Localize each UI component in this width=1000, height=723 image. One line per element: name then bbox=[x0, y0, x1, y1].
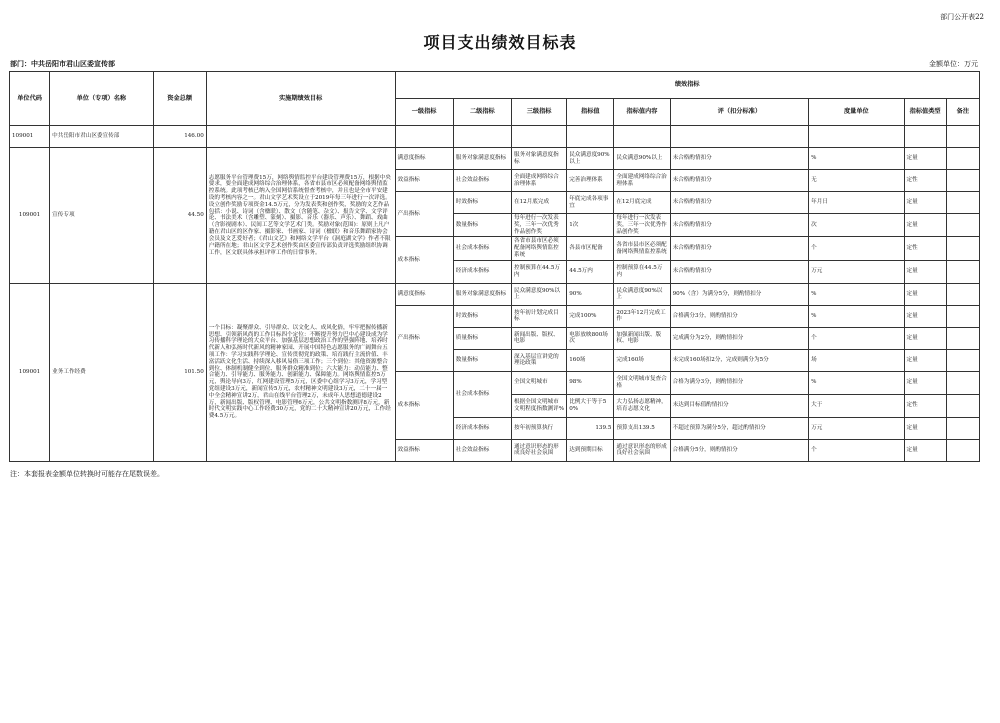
p2-value: 完成100% bbox=[567, 305, 614, 327]
p2-l2: 数量指标 bbox=[453, 349, 511, 371]
p2-remark bbox=[946, 327, 979, 349]
p2-value: 98% bbox=[567, 371, 614, 394]
p2-score: 90%（含）为满分5分，则酌情扣分 bbox=[670, 283, 809, 305]
amount-unit-label: 金额单位：万元 bbox=[929, 60, 978, 68]
header-value-content: 指标值内容 bbox=[614, 99, 670, 126]
p2-remark bbox=[946, 394, 979, 417]
p2-remark bbox=[946, 283, 979, 305]
p1-type: 定性 bbox=[904, 170, 946, 192]
p1-l1: 成本指标 bbox=[395, 237, 453, 283]
p1-goal: 志愿服务平台管理费15万，网络舆情监控平台建设管理费15万，根据中央要求，要全面建成网络综合治理体系，各省市县市区必须配备网络舆情监控系统。此项考核已纳入全国网信系统督查考核中，并且也是全市平安建设的考核内容之一。君山文学艺术奖设立于2019年每三年进行一次评选。设立创作奖励专项资金14.5万元，分为发表奖和创作奖，奖励的文艺作品包括：小说、诗词（含楹联）、散文（含随笔、杂文）、报告文学、文学评论、书法美术（含雕塑、篆刻）、摄影、音乐（器乐、声乐）、舞蹈、戏曲（含影视剧本）、民间工艺等文学艺术门类。奖励对象(范围)：原则上凡户籍在君山区的区作家、摄影家、书画家、诗词（楹联）和音乐舞蹈家协会会员及文艺爱好者；《君山文艺》和网络文学平台《洞庭湖文学》作者不限户籍所在地；君山区文学艺术创作奖由区委宣传部负责评选奖励组织协调工作，区文联具体承担评审工作的日常事务。 bbox=[206, 148, 395, 284]
p2-content: 预算支出139.5 bbox=[614, 417, 670, 439]
p2-l3: 深入基层宣讲党的理论政策 bbox=[511, 349, 566, 371]
p2-l3: 通过意识形态的形成良好社会氛围 bbox=[511, 439, 566, 461]
summary-code: 109001 bbox=[10, 126, 50, 148]
p1-value: 民众满意度90%以上 bbox=[567, 148, 614, 170]
p2-l2: 服务对象满意度指标 bbox=[453, 283, 511, 305]
header-scoring: 评（扣分标准） bbox=[670, 99, 809, 126]
p2-l3: 按年初计划完成目标 bbox=[511, 305, 566, 327]
p1-l3: 在12月底完成 bbox=[511, 192, 566, 214]
table-row bbox=[10, 283, 980, 305]
p2-l1: 产出指标 bbox=[395, 305, 453, 371]
p1-value: 44.5万内 bbox=[567, 260, 614, 283]
p2-content: 通过意识形态的形成良好社会氛围 bbox=[614, 439, 670, 461]
p2-unit: 大于 bbox=[809, 394, 904, 417]
p2-l2: 社会成本指标 bbox=[453, 371, 511, 417]
p1-type: 定性 bbox=[904, 237, 946, 260]
p2-content: 大力弘扬志愿精神，培育志愿文化 bbox=[614, 394, 670, 417]
p2-value: 139.5 bbox=[567, 417, 614, 439]
p2-l3: 按年初预算执行 bbox=[511, 417, 566, 439]
p2-value: 电影放映800场次 bbox=[567, 327, 614, 349]
p1-unit: % bbox=[809, 148, 904, 170]
header-value: 指标值 bbox=[567, 99, 614, 126]
p2-l2: 时效指标 bbox=[453, 305, 511, 327]
performance-target-table bbox=[9, 71, 980, 462]
p2-l3: 新闻出版、版权、电影 bbox=[511, 327, 566, 349]
p2-l3: 全国文明城市 bbox=[511, 371, 566, 394]
p1-type: 定量 bbox=[904, 260, 946, 283]
p1-content: 民众满意90%以上 bbox=[614, 148, 670, 170]
p1-l1: 满意度指标 bbox=[395, 148, 453, 170]
p2-value: 90% bbox=[567, 283, 614, 305]
p1-content: 在12月底完成 bbox=[614, 192, 670, 214]
p1-l2: 社会效益指标 bbox=[453, 170, 511, 192]
p1-content: 每年进行一次发表奖，三年一次优秀作品创作奖 bbox=[614, 214, 670, 237]
table-row bbox=[10, 148, 980, 170]
p1-l2: 经济成本指标 bbox=[453, 260, 511, 283]
p2-type: 定量 bbox=[904, 371, 946, 394]
p1-l2: 服务对象满意度指标 bbox=[453, 148, 511, 170]
p2-remark bbox=[946, 417, 979, 439]
p2-type: 定量 bbox=[904, 305, 946, 327]
p1-score: 未合格酌情扣分 bbox=[670, 237, 809, 260]
p2-score: 完成满分为2分，则酌情扣分 bbox=[670, 327, 809, 349]
p2-type: 定性 bbox=[904, 394, 946, 417]
p2-type: 定量 bbox=[904, 327, 946, 349]
p2-l2: 社会效益指标 bbox=[453, 439, 511, 461]
header-level2: 二级指标 bbox=[453, 99, 511, 126]
p1-code: 109001 bbox=[10, 148, 50, 284]
p1-type: 定量 bbox=[904, 148, 946, 170]
p1-remark bbox=[946, 192, 979, 214]
p1-value: 1次 bbox=[567, 214, 614, 237]
p2-score: 合格满分3分，则酌情扣分 bbox=[670, 305, 809, 327]
p2-score: 未达到目标值酌情扣分 bbox=[670, 394, 809, 417]
p1-value: 年底完成各项事宜 bbox=[567, 192, 614, 214]
p2-unit: 个 bbox=[809, 327, 904, 349]
p1-l1: 效益指标 bbox=[395, 170, 453, 192]
p1-content: 全面建成网络综合治理体系 bbox=[614, 170, 670, 192]
p2-l3: 民众满意度90%以上 bbox=[511, 283, 566, 305]
p1-remark bbox=[946, 170, 979, 192]
p1-type: 定量 bbox=[904, 214, 946, 237]
p2-score: 合格为满分3分，则酌情扣分 bbox=[670, 371, 809, 394]
p1-score: 未合格酌情扣分 bbox=[670, 260, 809, 283]
p2-unit: % bbox=[809, 371, 904, 394]
p2-l3: 根据全国文明城市文明程度指数测评% bbox=[511, 394, 566, 417]
header-value-type: 指标值类型 bbox=[904, 99, 946, 126]
p2-content: 2023年12月完成工作 bbox=[614, 305, 670, 327]
p1-remark bbox=[946, 237, 979, 260]
p1-score: 未合格酌情扣分 bbox=[670, 214, 809, 237]
p2-unit: % bbox=[809, 283, 904, 305]
p1-remark bbox=[946, 148, 979, 170]
p1-unit: 个 bbox=[809, 237, 904, 260]
p1-name: 宣传专项 bbox=[50, 148, 153, 284]
header-measure-unit: 度量单位 bbox=[809, 99, 904, 126]
footnote: 注：本套报表金额单位转换时可能存在尾数误差。 bbox=[10, 470, 164, 478]
p1-remark bbox=[946, 260, 979, 283]
document-number: 部门公开表22 bbox=[940, 13, 984, 21]
p2-l1: 满意度指标 bbox=[395, 283, 453, 305]
p1-amount: 44.50 bbox=[153, 148, 206, 284]
p2-l1: 效益指标 bbox=[395, 439, 453, 461]
p2-l2: 经济成本指标 bbox=[453, 417, 511, 439]
p1-content: 控制预算在44.5万内 bbox=[614, 260, 670, 283]
p1-remark bbox=[946, 214, 979, 237]
p1-l2: 时效指标 bbox=[453, 192, 511, 214]
p1-unit: 无 bbox=[809, 170, 904, 192]
p2-name: 业务工作经费 bbox=[50, 283, 153, 461]
p2-remark bbox=[946, 349, 979, 371]
header-level3: 三级指标 bbox=[511, 99, 566, 126]
p1-value: 完善治理体系 bbox=[567, 170, 614, 192]
summary-row bbox=[10, 126, 980, 148]
summary-name: 中共岳阳市君山区委宣传部 bbox=[50, 126, 153, 148]
p2-remark bbox=[946, 439, 979, 461]
p2-remark bbox=[946, 371, 979, 394]
header-unit-name: 单位（专项）名称 bbox=[50, 72, 153, 126]
p2-type: 定量 bbox=[904, 439, 946, 461]
p2-value: 160场 bbox=[567, 349, 614, 371]
p1-l1: 产出指标 bbox=[395, 192, 453, 237]
p2-l1: 成本指标 bbox=[395, 371, 453, 439]
p1-value: 各县市区配备 bbox=[567, 237, 614, 260]
p2-unit: % bbox=[809, 305, 904, 327]
p1-unit: 次 bbox=[809, 214, 904, 237]
p2-unit: 场 bbox=[809, 349, 904, 371]
p2-content: 民众满意度90%以上 bbox=[614, 283, 670, 305]
p2-remark bbox=[946, 305, 979, 327]
p2-score: 不超过预算为满分5分，超过酌情扣分 bbox=[670, 417, 809, 439]
p1-l2: 社会成本指标 bbox=[453, 237, 511, 260]
p2-goal: 一个目标：凝聚群众、引导群众、以文化人、成风化俗，牢牢把握传播新思想、引领新风尚的工作目标四个定位：不断提升努力巴中心建设成为学习传播科学理论的大众平台、加强基层思想政治工作的坚强阵地、培养时代新人和弘扬时代新风的精神家园、开展中国特色志愿服务的广阔舞台五项工作：学习实践科学理论、宣传贯彻党的政策、培育践行主流价值、丰富活跃文化生活、持续深入移风易俗三项工作；三个到位：其他资源整合到位、体制机制健全到位、服务群众精准到位；六大能力：动员能力、整合能力、引导能力、服务能力、创新能力、保障能力。网络舆情监控5万元，舆论导向3万，红网建设管理5万元，区委中心组学习3万元，学习型党组建设3万元，新闻宣传5万元，农村精神文明建设3万元，二十一届一中全会精神宣讲2万，君山在线平台管理2万，未成年人思想道德建设2万，新闻出版、版权管理、电影管理6万元，公共文明指数测评8万元，新时代文明实践中心工作经费30万元，党的二十大精神宣讲20万元，工作经费4.5万元。 bbox=[206, 283, 395, 461]
p2-type: 定量 bbox=[904, 417, 946, 439]
p1-score: 未合格酌情扣分 bbox=[670, 170, 809, 192]
p1-unit: 万元 bbox=[809, 260, 904, 283]
p1-score: 未合格酌情扣分 bbox=[670, 192, 809, 214]
p1-l3: 服务对象满意度指标 bbox=[511, 148, 566, 170]
p2-unit: 万元 bbox=[809, 417, 904, 439]
p2-score: 合格满分5分，则酌情扣分 bbox=[670, 439, 809, 461]
p2-score: 未完成160场扣2分，完成则满分为5分 bbox=[670, 349, 809, 371]
p2-content: 完成160场 bbox=[614, 349, 670, 371]
p2-code: 109001 bbox=[10, 283, 50, 461]
p2-amount: 101.50 bbox=[153, 283, 206, 461]
header-total-funds: 资金总额 bbox=[153, 72, 206, 126]
p1-l3: 各省市县市区必须配备网络舆情监控系统 bbox=[511, 237, 566, 260]
p1-l3: 全面建成网络综合治理体系 bbox=[511, 170, 566, 192]
header-level1: 一级指标 bbox=[395, 99, 453, 126]
p1-unit: 年月日 bbox=[809, 192, 904, 214]
header-perf-indicators: 绩效指标 bbox=[395, 72, 979, 99]
p1-content: 各省市县市区必须配备网络舆情监控系统 bbox=[614, 237, 670, 260]
header-period-goal: 实施期绩效目标 bbox=[206, 72, 395, 126]
p2-unit: 个 bbox=[809, 439, 904, 461]
header-unit-code: 单位代码 bbox=[10, 72, 50, 126]
p1-l3: 控制预算在44.5万内 bbox=[511, 260, 566, 283]
summary-amount: 146.00 bbox=[153, 126, 206, 148]
p2-value: 达到预期目标 bbox=[567, 439, 614, 461]
p2-l2: 质量指标 bbox=[453, 327, 511, 349]
p2-content: 全国文明城市复查合格 bbox=[614, 371, 670, 394]
p1-l2: 数量指标 bbox=[453, 214, 511, 237]
header-remark: 备注 bbox=[946, 99, 979, 126]
p1-l3: 每年进行一次发表奖，三年一次优秀作品创作奖 bbox=[511, 214, 566, 237]
p1-score: 未合格酌情扣分 bbox=[670, 148, 809, 170]
p2-value: 比例大于等于50% bbox=[567, 394, 614, 417]
p2-type: 定量 bbox=[904, 283, 946, 305]
department-label: 部门：中共岳阳市君山区委宣传部 bbox=[10, 59, 115, 68]
p1-type: 定量 bbox=[904, 192, 946, 214]
p2-type: 定量 bbox=[904, 349, 946, 371]
page-title: 项目支出绩效目标表 bbox=[423, 33, 577, 52]
p2-content: 加强新闻出版、版权、电影 bbox=[614, 327, 670, 349]
